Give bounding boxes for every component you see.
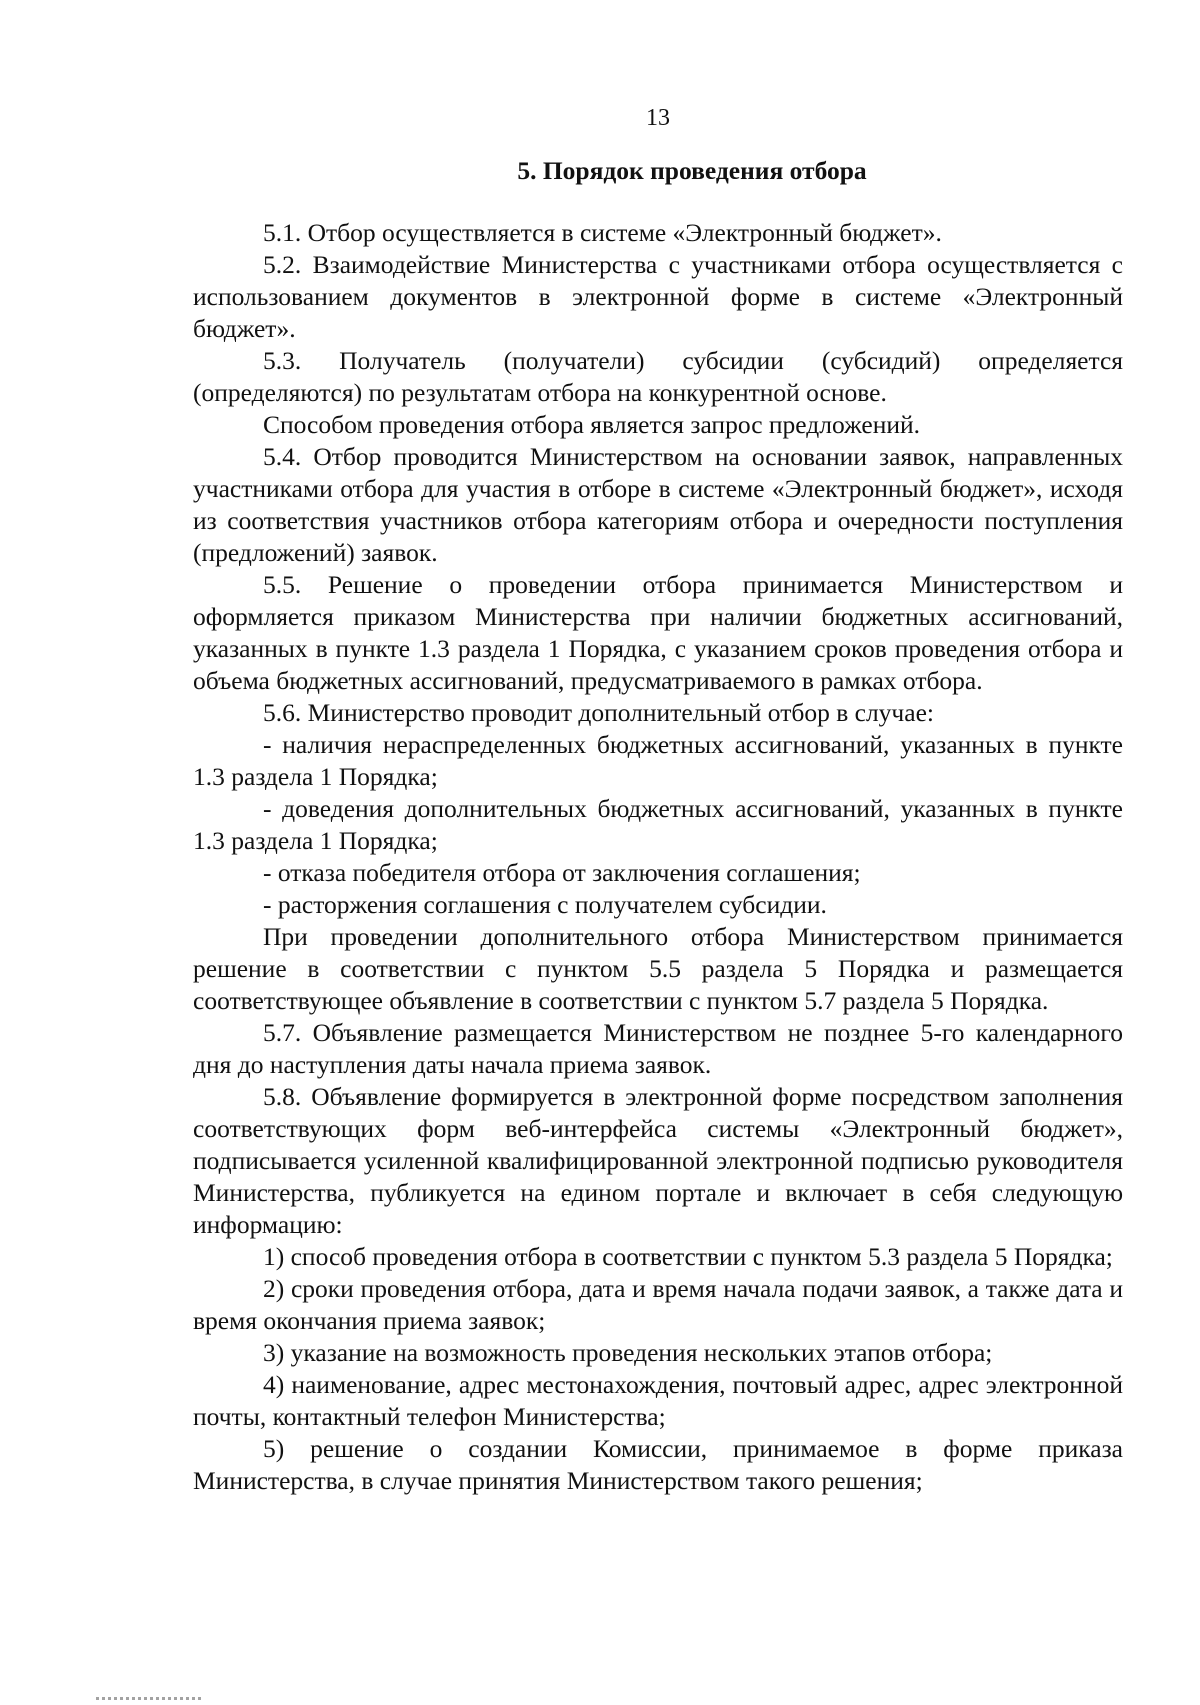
page-number: 13	[646, 105, 670, 131]
scan-edge-mark	[96, 1697, 201, 1700]
list-item-refusal: - отказа победителя отбора от заключения соглашения;	[263, 858, 861, 887]
paragraph-5-2: 5.2. Взаимодействие Министерства с участниками отбора осуществляется с использованием документов в электронной форме в системе «Электронный бюджет».	[193, 250, 1123, 343]
list-item-1: 1) способ проведения отбора в соответствии с пунктом 5.3 раздела 5 Порядка;	[263, 1242, 1113, 1271]
paragraph-method: Способом проведения отбора является запрос предложений.	[263, 410, 921, 439]
paragraph-5-6: 5.6. Министерство проводит дополнительный отбор в случае:	[263, 698, 934, 727]
list-item-undistributed: - наличия нераспределенных бюджетных ассигнований, указанных в пункте 1.3 раздела 1 Порядка;	[193, 730, 1123, 791]
paragraph-5-3: 5.3. Получатель (получатели) субсидии (субсидий) определяется (определяются) по результатам отбора на конкурентной основе.	[193, 346, 1123, 407]
list-item-3: 3) указание на возможность проведения нескольких этапов отбора;	[263, 1338, 993, 1367]
paragraph-5-1: 5.1. Отбор осуществляется в системе «Электронный бюджет».	[263, 218, 942, 247]
paragraph-5-7: 5.7. Объявление размещается Министерством не позднее 5-го календарного дня до наступления даты начала приема заявок.	[193, 1018, 1123, 1079]
list-item-4: 4) наименование, адрес местонахождения, почтовый адрес, адрес электронной почты, контактный телефон Министерства;	[193, 1370, 1123, 1431]
list-item-2: 2) сроки проведения отбора, дата и время начала подачи заявок, а также дата и время окончания приема заявок;	[193, 1274, 1123, 1335]
paragraph-5-8: 5.8. Объявление формируется в электронной форме посредством заполнения соответствующих форм веб-интерфейса системы «Электронный бюджет», подписывается усиленной квалифицированной электронной подписью руководителя Министерства, публикуется на едином портале и включает в себя следующую информацию:	[193, 1082, 1123, 1239]
section-title: 5. Порядок проведения отбора	[517, 156, 867, 185]
paragraph-additional-selection: При проведении дополнительного отбора Министерством принимается решение в соответствии с пунктом 5.5 раздела 5 Порядка и размещается соответствующее объявление в соответствии с пунктом 5.7 раздела 5 Порядка.	[193, 922, 1123, 1015]
list-item-5: 5) решение о создании Комиссии, принимаемое в форме приказа Министерства, в случае принятия Министерством такого решения;	[193, 1434, 1123, 1495]
document-body	[193, 217, 1123, 1497]
list-item-additional: - доведения дополнительных бюджетных ассигнований, указанных в пункте 1.3 раздела 1 Порядка;	[193, 794, 1123, 855]
list-item-termination: - расторжения соглашения с получателем субсидии.	[263, 890, 827, 919]
paragraph-5-4: 5.4. Отбор проводится Министерством на основании заявок, направленных участниками отбора для участия в отборе в системе «Электронный бюджет», исходя из соответствия участников отбора категориям отбора и очередности поступления (предложений) заявок.	[193, 442, 1123, 567]
paragraph-5-5: 5.5. Решение о проведении отбора принимается Министерством и оформляется приказом Министерства при наличии бюджетных ассигнований, указанных в пункте 1.3 раздела 1 Порядка, с указанием сроков проведения отбора и объема бюджетных ассигнований, предусматриваемого в рамках отбора.	[193, 570, 1123, 695]
